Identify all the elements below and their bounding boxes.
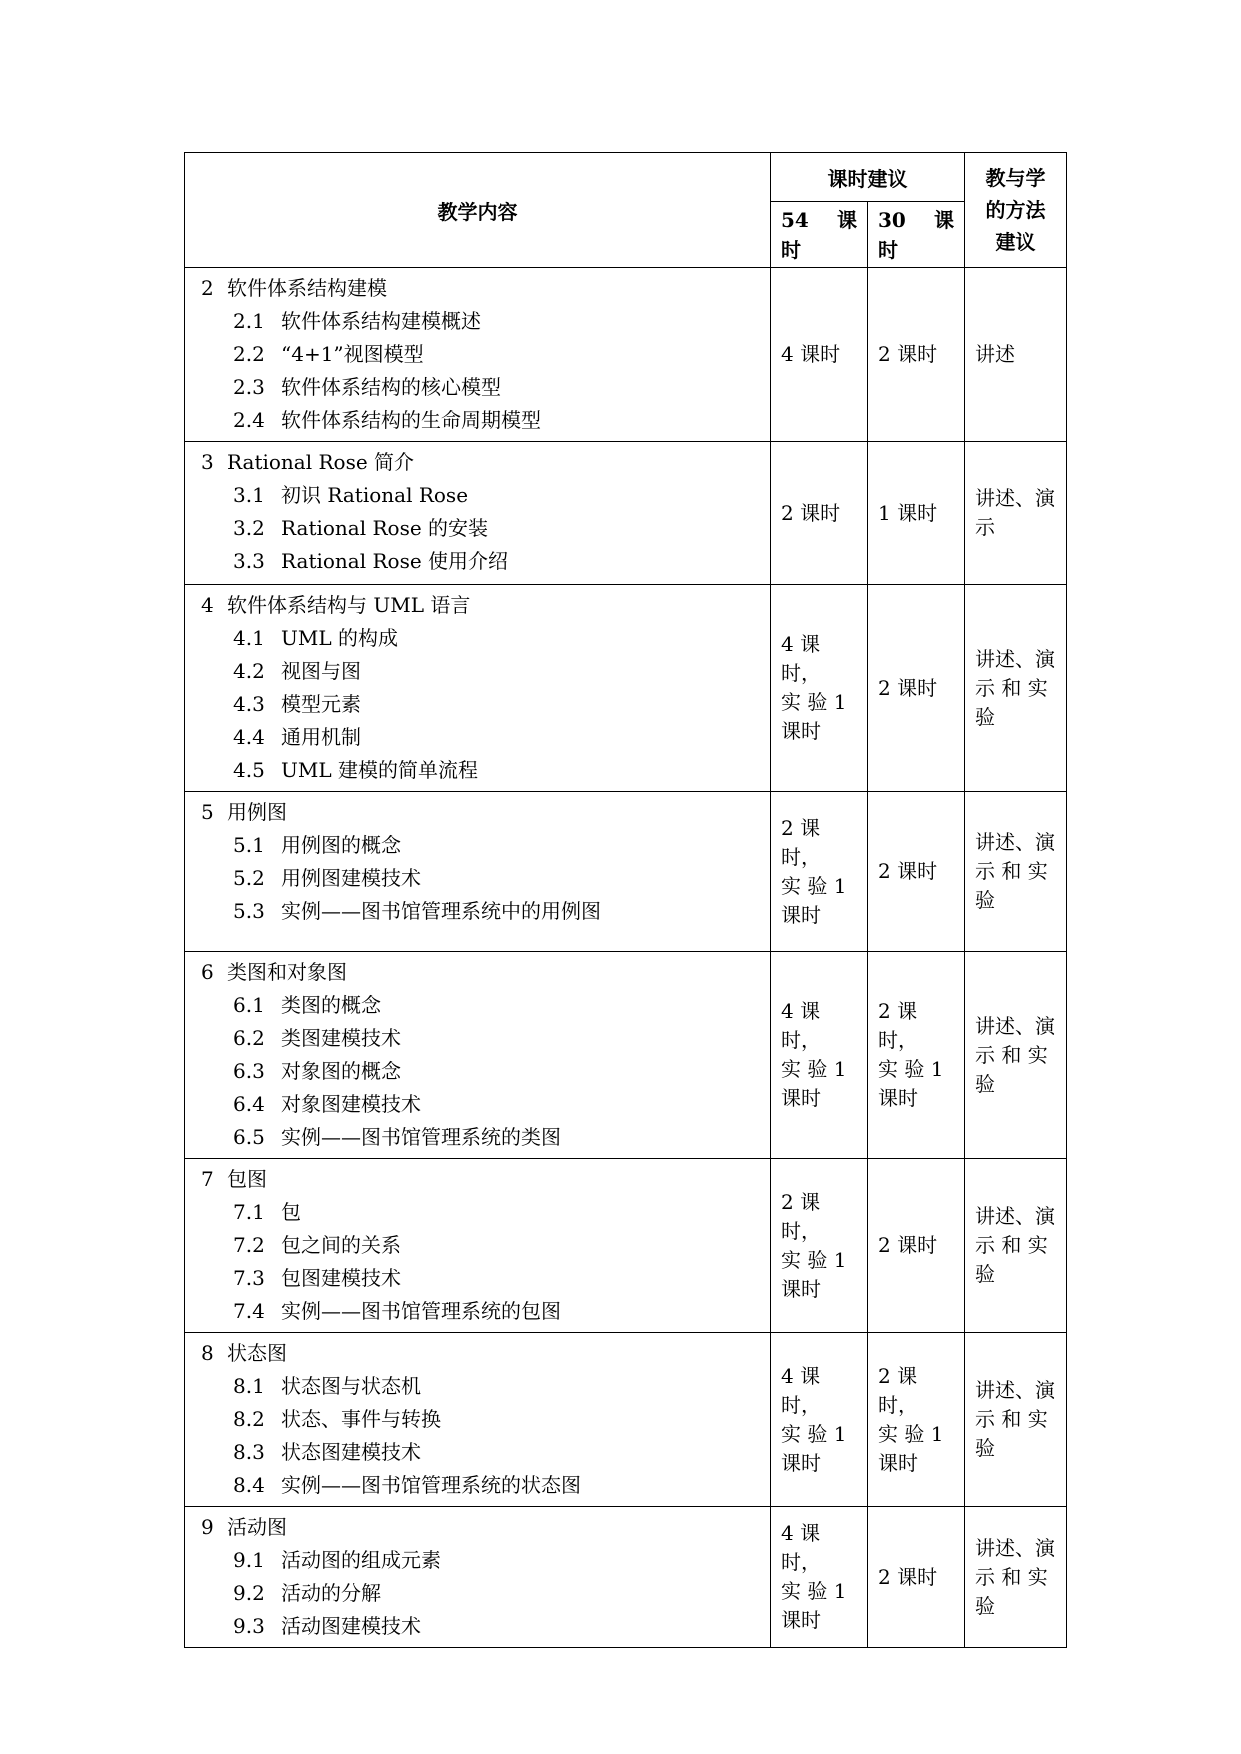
section-number: 6.4 <box>233 1092 265 1116</box>
table-row <box>185 1333 1067 1507</box>
hours-30-cell <box>868 442 965 585</box>
section-item <box>201 754 762 787</box>
chapter-heading <box>201 446 762 479</box>
hours-54-line: 4 课时 <box>781 342 841 366</box>
hours-30-line: 2 课时 <box>878 859 938 883</box>
chapter-number: 3 <box>201 450 214 474</box>
method-cell <box>965 442 1067 585</box>
method-line: 示 和 实 <box>975 1233 1048 1257</box>
content-cell <box>185 585 771 792</box>
section-item <box>201 371 762 404</box>
section-number: 8.2 <box>233 1407 265 1431</box>
hours-54-cell <box>771 792 868 952</box>
section-title: 实例——图书馆管理系统的包图 <box>281 1299 561 1323</box>
section-title: 实例——图书馆管理系统的状态图 <box>281 1473 581 1497</box>
section-item <box>201 721 762 754</box>
section-item <box>201 1229 762 1262</box>
hours-30-cell <box>868 1159 965 1333</box>
section-item <box>201 622 762 655</box>
table-row <box>185 442 1067 585</box>
hours-30-cell <box>868 952 965 1159</box>
section-item <box>201 1262 762 1295</box>
section-number: 3.1 <box>233 483 265 507</box>
section-number: 6.2 <box>233 1026 265 1050</box>
method-cell <box>965 1159 1067 1333</box>
chapter-number: 8 <box>201 1341 214 1365</box>
hours-54-line: 实 验 1 <box>781 873 847 898</box>
method-line: 示 <box>975 515 995 539</box>
section-item <box>201 305 762 338</box>
content-cell <box>185 1507 771 1648</box>
section-title: Rational Rose 使用介绍 <box>281 549 509 573</box>
section-number: 3.3 <box>233 549 265 573</box>
section-title: 对象图建模技术 <box>281 1092 421 1116</box>
table-row <box>185 792 1067 952</box>
table-row <box>185 952 1067 1159</box>
hours-30-line: 2 课时 <box>878 342 938 366</box>
section-title: 视图与图 <box>281 659 361 683</box>
header-hours-30 <box>868 202 965 268</box>
section-number: 4.5 <box>233 758 265 782</box>
method-line: 验 <box>975 1071 995 1096</box>
section-item <box>201 404 762 437</box>
section-number: 7.1 <box>233 1200 265 1224</box>
method-cell <box>965 952 1067 1159</box>
chapter-number: 4 <box>201 593 214 617</box>
section-title: 软件体系结构建模概述 <box>281 309 481 333</box>
hours-30-line: 课时 <box>878 1450 918 1475</box>
chapter-title: 用例图 <box>227 800 287 824</box>
hours-54-cell <box>771 1333 868 1507</box>
hours-54-line: 4 课时， <box>781 999 821 1052</box>
chapter-number: 9 <box>201 1515 214 1539</box>
hours-54-line: 课时 <box>781 1086 821 1110</box>
hours-54-line: 实 验 1 <box>781 1421 847 1446</box>
table-row <box>185 1507 1067 1648</box>
section-number: 4.1 <box>233 626 265 650</box>
hours-30-cell <box>868 1333 965 1507</box>
section-number: 4.4 <box>233 725 265 749</box>
content-cell <box>185 268 771 442</box>
section-title: UML 的构成 <box>281 626 398 650</box>
section-number: 4.2 <box>233 659 265 683</box>
content-cell <box>185 952 771 1159</box>
section-item <box>201 989 762 1022</box>
section-number: 8.1 <box>233 1374 265 1398</box>
section-title: 类图的概念 <box>281 993 381 1017</box>
method-line: 示 和 实 <box>975 1564 1048 1589</box>
chapter-title: Rational Rose 简介 <box>227 450 415 474</box>
header-method-line1: 教与学 <box>985 166 1046 190</box>
section-item <box>201 1022 762 1055</box>
section-item <box>201 1370 762 1403</box>
hours-54-line: 4 课时， <box>781 1363 821 1417</box>
hours-54-line: 2 课时， <box>781 815 821 869</box>
hours-54-cell <box>771 1507 868 1648</box>
section-item <box>201 1295 762 1328</box>
table-row <box>185 268 1067 442</box>
section-item <box>201 1544 762 1577</box>
section-number: 6.1 <box>233 993 265 1017</box>
content-cell <box>185 792 771 952</box>
method-line: 讲述、演 <box>975 1204 1055 1228</box>
section-number: 9.2 <box>233 1581 265 1605</box>
method-line: 验 <box>975 1593 995 1618</box>
chapter-title: 类图和对象图 <box>227 960 347 984</box>
hours-54-line: 实 验 1 <box>781 1057 847 1081</box>
method-cell <box>965 1333 1067 1507</box>
hours-54-line: 课时 <box>781 1276 821 1301</box>
chapter-number: 6 <box>201 960 214 984</box>
section-title: 包 <box>281 1200 301 1224</box>
hours-30-line: 实 验 1 <box>878 1421 944 1446</box>
section-number: 4.3 <box>233 692 265 716</box>
hours-30-line: 课时 <box>878 1086 918 1110</box>
section-title: 类图建模技术 <box>281 1026 401 1050</box>
section-title: 包之间的关系 <box>281 1233 401 1257</box>
hours-54-line: 实 验 1 <box>781 1579 847 1603</box>
method-line: 讲述、演 <box>975 1535 1055 1560</box>
section-item <box>201 1196 762 1229</box>
section-title: 初识 Rational Rose <box>281 483 469 507</box>
hours-54-line: 课时 <box>781 1450 821 1475</box>
section-item <box>201 1469 762 1502</box>
section-item <box>201 1436 762 1469</box>
section-item <box>201 1121 762 1154</box>
chapter-heading <box>201 1511 762 1544</box>
section-number: 8.3 <box>233 1440 265 1464</box>
section-item <box>201 829 762 862</box>
method-line: 验 <box>975 888 995 912</box>
hours-30-cell <box>868 585 965 792</box>
hours-54-line: 课时 <box>781 719 821 743</box>
chapter-title: 软件体系结构与 UML 语言 <box>227 593 471 617</box>
hours-54-cell <box>771 268 868 442</box>
hours-54-line: 2 课时 <box>781 500 841 525</box>
header-hours-54-suffix: 时 <box>781 237 801 262</box>
section-number: 5.3 <box>233 899 265 923</box>
section-item <box>201 655 762 688</box>
section-title: 状态图与状态机 <box>281 1374 421 1398</box>
hours-54-cell <box>771 585 868 792</box>
section-item <box>201 479 762 512</box>
method-line: 讲述、演 <box>975 1378 1055 1402</box>
chapter-heading <box>201 272 762 305</box>
section-title: 状态、事件与转换 <box>281 1407 441 1431</box>
header-hours-30-suffix: 时 <box>878 237 898 262</box>
header-content: 教学内容 <box>185 153 771 268</box>
hours-30-line: 1 课时 <box>878 500 938 525</box>
section-title: 用例图建模技术 <box>281 866 421 890</box>
section-item <box>201 545 762 578</box>
section-title: 对象图的概念 <box>281 1059 401 1083</box>
method-line: 讲述、演 <box>975 486 1055 510</box>
chapter-title: 包图 <box>227 1167 267 1191</box>
method-line: 讲述 <box>975 342 1015 366</box>
section-number: 8.4 <box>233 1473 265 1497</box>
section-title: 活动图建模技术 <box>281 1614 421 1638</box>
header-hours-54-unit: 课 <box>837 207 857 232</box>
header-method-line3: 建议 <box>995 230 1036 254</box>
table-row <box>185 585 1067 792</box>
chapter-title: 状态图 <box>227 1341 287 1365</box>
section-title: 用例图的概念 <box>281 833 401 857</box>
method-line: 验 <box>975 1436 995 1460</box>
chapter-number: 7 <box>201 1167 214 1191</box>
header-hours-30-number: 30 <box>878 207 906 232</box>
section-item <box>201 512 762 545</box>
section-number: 2.4 <box>233 408 265 432</box>
chapter-heading <box>201 956 762 989</box>
section-title: 包图建模技术 <box>281 1266 401 1290</box>
content-cell <box>185 1159 771 1333</box>
chapter-heading <box>201 796 762 829</box>
section-item <box>201 338 762 371</box>
section-item <box>201 1610 762 1643</box>
section-number: 5.1 <box>233 833 265 857</box>
hours-30-line: 实 验 1 <box>878 1057 944 1081</box>
chapter-title: 软件体系结构建模 <box>227 276 387 300</box>
hours-54-cell <box>771 442 868 585</box>
hours-30-line: 2 课时， <box>878 999 918 1052</box>
table-row <box>185 1159 1067 1333</box>
section-number: 2.3 <box>233 375 265 399</box>
method-line: 示 和 实 <box>975 1042 1048 1067</box>
hours-30-cell <box>868 792 965 952</box>
section-title: Rational Rose 的安装 <box>281 516 489 540</box>
method-cell <box>965 268 1067 442</box>
section-title: 实例——图书馆管理系统中的用例图 <box>281 899 601 923</box>
hours-54-line: 实 验 1 <box>781 690 847 714</box>
hours-30-line: 2 课时 <box>878 1564 938 1589</box>
section-title: 活动的分解 <box>281 1581 381 1605</box>
section-item <box>201 1055 762 1088</box>
hours-54-line: 4 课时， <box>781 632 821 685</box>
section-item <box>201 862 762 895</box>
chapter-number: 5 <box>201 800 214 824</box>
section-item <box>201 1088 762 1121</box>
section-number: 2.1 <box>233 309 265 333</box>
method-cell <box>965 585 1067 792</box>
method-line: 讲述、演 <box>975 1013 1055 1038</box>
hours-54-line: 2 课时， <box>781 1189 821 1243</box>
header-method-line2: 的方法 <box>985 198 1046 222</box>
section-title: 状态图建模技术 <box>281 1440 421 1464</box>
header-hours-group: 课时建议 <box>771 153 965 202</box>
section-title: UML 建模的简单流程 <box>281 758 478 782</box>
section-item <box>201 688 762 721</box>
section-title: 软件体系结构的生命周期模型 <box>281 408 541 432</box>
hours-54-line: 实 验 1 <box>781 1247 847 1272</box>
section-number: 9.3 <box>233 1614 265 1638</box>
content-cell <box>185 442 771 585</box>
section-number: 5.2 <box>233 866 265 890</box>
method-line: 示 和 实 <box>975 1407 1048 1431</box>
section-title: 软件体系结构的核心模型 <box>281 375 501 399</box>
method-line: 讲述、演 <box>975 830 1055 854</box>
header-hours-54-number: 54 <box>781 207 809 232</box>
method-line: 示 和 实 <box>975 675 1048 700</box>
section-number: 3.2 <box>233 516 265 540</box>
hours-30-cell <box>868 268 965 442</box>
method-line: 示 和 实 <box>975 859 1048 883</box>
hours-30-line: 2 课时 <box>878 1233 938 1257</box>
header-hours-30-unit: 课 <box>934 207 954 232</box>
section-number: 7.4 <box>233 1299 265 1323</box>
hours-54-cell <box>771 952 868 1159</box>
chapter-heading <box>201 589 762 622</box>
hours-30-line: 2 课时， <box>878 1363 918 1417</box>
section-item <box>201 1577 762 1610</box>
header-hours-54 <box>771 202 868 268</box>
content-cell <box>185 1333 771 1507</box>
chapter-heading <box>201 1163 762 1196</box>
chapter-title: 活动图 <box>227 1515 287 1539</box>
header-method <box>965 153 1067 268</box>
header-row-1 <box>185 153 1067 202</box>
section-title: 通用机制 <box>281 725 361 749</box>
hours-54-line: 课时 <box>781 902 821 927</box>
section-title: 活动图的组成元素 <box>281 1548 441 1572</box>
section-number: 6.3 <box>233 1059 265 1083</box>
hours-54-line: 4 课时， <box>781 1521 821 1574</box>
section-number: 6.5 <box>233 1125 265 1149</box>
method-line: 验 <box>975 1262 995 1286</box>
method-cell <box>965 1507 1067 1648</box>
section-title: 模型元素 <box>281 692 361 716</box>
hours-54-line: 课时 <box>781 1608 821 1632</box>
section-item <box>201 1403 762 1436</box>
chapter-heading <box>201 1337 762 1370</box>
section-title: “4+1”视图模型 <box>281 342 424 366</box>
section-item <box>201 895 762 928</box>
hours-30-cell <box>868 1507 965 1648</box>
section-number: 9.1 <box>233 1548 265 1572</box>
section-number: 7.3 <box>233 1266 265 1290</box>
method-line: 验 <box>975 704 995 729</box>
section-number: 2.2 <box>233 342 265 366</box>
method-cell <box>965 792 1067 952</box>
section-title: 实例——图书馆管理系统的类图 <box>281 1125 561 1149</box>
syllabus-table <box>184 152 1067 1648</box>
hours-30-line: 2 课时 <box>878 675 938 700</box>
section-number: 7.2 <box>233 1233 265 1257</box>
hours-54-cell <box>771 1159 868 1333</box>
method-line: 讲述、演 <box>975 646 1055 671</box>
chapter-number: 2 <box>201 276 214 300</box>
table-body <box>185 268 1067 1648</box>
